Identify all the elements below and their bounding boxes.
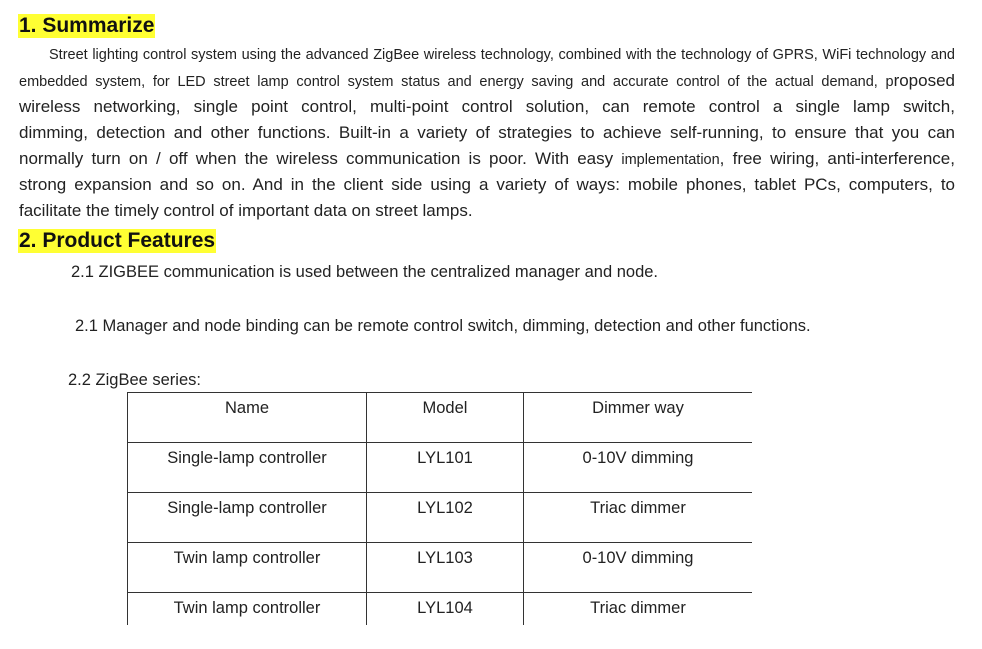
summary-text: embedded system, for LED street lamp control system status and energy saving and accurate control of the actual demand, p [19,74,894,90]
summary-text: wireless networking, single point control, multi-point control solution, can remote control a single lamp switch, [19,97,955,116]
summary-line [19,198,955,224]
table-cell-model: LYL102 [367,493,524,543]
table-row [128,493,753,543]
table-cell-name: Single-lamp controller [128,493,367,543]
table-cell-dimmer-way: 0-10V dimming [524,543,753,593]
summary-text: normally turn on / off when the wireless communication is poor. With easy [19,149,622,168]
zigbee-series-table [127,392,752,625]
table-cell-name: Twin lamp controller [128,543,367,593]
summary-line [19,68,955,94]
summary-text: facilitate the timely control of important data on street lamps. [19,201,473,220]
summary-text: strong expansion and so on. And in the client side using a variety of ways: mobile phones, tablet PCs, computers, to [19,175,955,194]
table-cell-name: Twin lamp controller [128,593,367,626]
table-cell-dimmer-way: Triac dimmer [524,593,753,626]
section-heading-summarize: 1. Summarize [19,14,155,37]
table-cell-name: Single-lamp controller [128,443,367,493]
summary-text: roposed [893,71,955,90]
table-row [128,443,753,493]
summary-line [19,146,955,172]
table-cell-model: LYL101 [367,443,524,493]
summary-line [19,94,955,120]
feature-item-zigbee-communication: 2.1 ZIGBEE communication is used between the centralized manager and node. [71,263,659,281]
summary-text: Street lighting control system using the advanced ZigBee wireless technology, combined with the technology of GPRS, WiFi technology and [49,47,955,63]
table-cell-model: LYL104 [367,593,524,626]
column-header-model: Model [367,393,524,443]
summary-text: implementation [621,152,720,168]
table-header-row [128,393,753,443]
summary-line [19,42,955,68]
table-row [128,593,753,626]
column-header-name: Name [128,393,367,443]
table-cell-model: LYL103 [367,543,524,593]
section-heading-product-features: 2. Product Features [19,229,216,252]
feature-item-manager-binding: 2.1 Manager and node binding can be remote control switch, dimming, detection and other functions. [75,317,811,335]
summary-text: , free wiring, anti-interference, [719,149,955,168]
table-cell-dimmer-way: Triac dimmer [524,493,753,543]
column-header-dimmer-way: Dimmer way [524,393,753,443]
table-row [128,543,753,593]
summary-line [19,120,955,146]
table-cell-dimmer-way: 0-10V dimming [524,443,753,493]
summary-line [19,172,955,198]
product-table [127,392,752,625]
summary-paragraph [19,42,955,224]
summary-text: dimming, detection and other functions. Built-in a variety of strategies to achieve self-running, to ensure that you can [19,123,955,142]
feature-item-zigbee-series: 2.2 ZigBee series: [68,371,201,389]
